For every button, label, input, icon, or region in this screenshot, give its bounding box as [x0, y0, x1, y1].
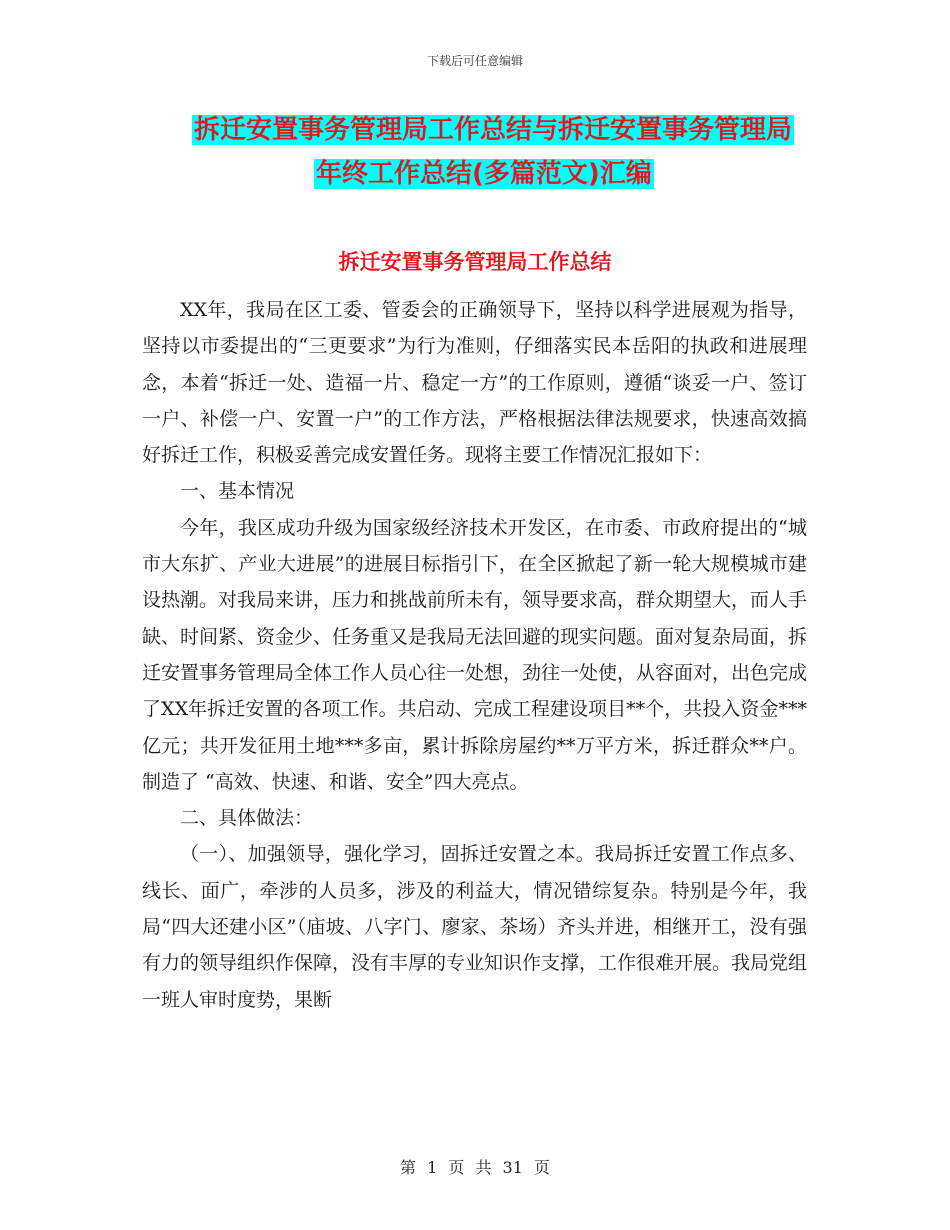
title-line-2-text: 年终工作总结(多篇范文)汇编 [316, 159, 652, 189]
document-title [140, 108, 820, 196]
title-line-1 [140, 108, 820, 152]
page-footer: 第 1 页 共 31 页 [400, 1158, 550, 1177]
title-line-2 [140, 152, 820, 196]
section-title: 拆迁安置事务管理局工作总结 [338, 250, 612, 274]
paragraph-basic-situation: 今年，我区成功升级为国家级经济技术开发区，在市委、市政府提出的“城市大东扩、产业大进展”的进展目标指引下，在全区掀起了新一轮大规模城市建设热潮。对我局来讲，压力和挑战前所未有，领导要求高，群众期望大，而人手缺、时间紧、资金少、任务重又是我局无法回避的现实问题。面对复杂局面，拆迁安置事务管理局全体工作人员心往一处想，劲往一处使，从容面对，出色完成了XX年拆迁安置的各项工作。共启动、完成工程建设项目**个，共投入资金***亿元；共开发征用土地***多亩，累计拆除房屋约**万平方米，拆迁群众**户。制造了 “高效、快速、和谐、安全”四大亮点。 [142, 516, 808, 793]
header-note: 下载后可任意编辑 [426, 54, 523, 68]
heading-basic-situation: 一、基本情况 [180, 480, 295, 503]
heading-specific-methods: 二、具体做法： [180, 807, 314, 830]
paragraph-intro: XX年，我局在区工委、管委会的正确领导下，坚持以科学进展观为指导，坚持以市委提出的“三更要求”为行为准则，仔细落实民本岳阳的执政和进展理念，本着“拆迁一处、造福一片、稳定一方”的工作原则，遵循“谈妥一户、签订一户、补偿一户、安置一户”的工作方法，严格根据法律法规要求，快速高效搞好拆迁工作，积极妥善完成安置任务。现将主要工作情况汇报如下： [142, 299, 807, 467]
title-line-1-text: 拆迁安置事务管理局工作总结与拆迁安置事务管理局 [194, 115, 793, 145]
document-body [142, 292, 807, 1018]
paragraph-method-1: （一）、加强领导，强化学习，固拆迁安置之本。我局拆迁安置工作点多、线长、面广，牵涉的人员多，涉及的利益大，情况错综复杂。特别是今年，我局“四大还建小区”（庙坡、八字门、廖家、茶场）齐头并进，相继开工，没有强有力的领导组织作保障，没有丰厚的专业知识作支撑，工作很难开展。我局党组一班人审时度势，果断 [142, 843, 808, 1011]
